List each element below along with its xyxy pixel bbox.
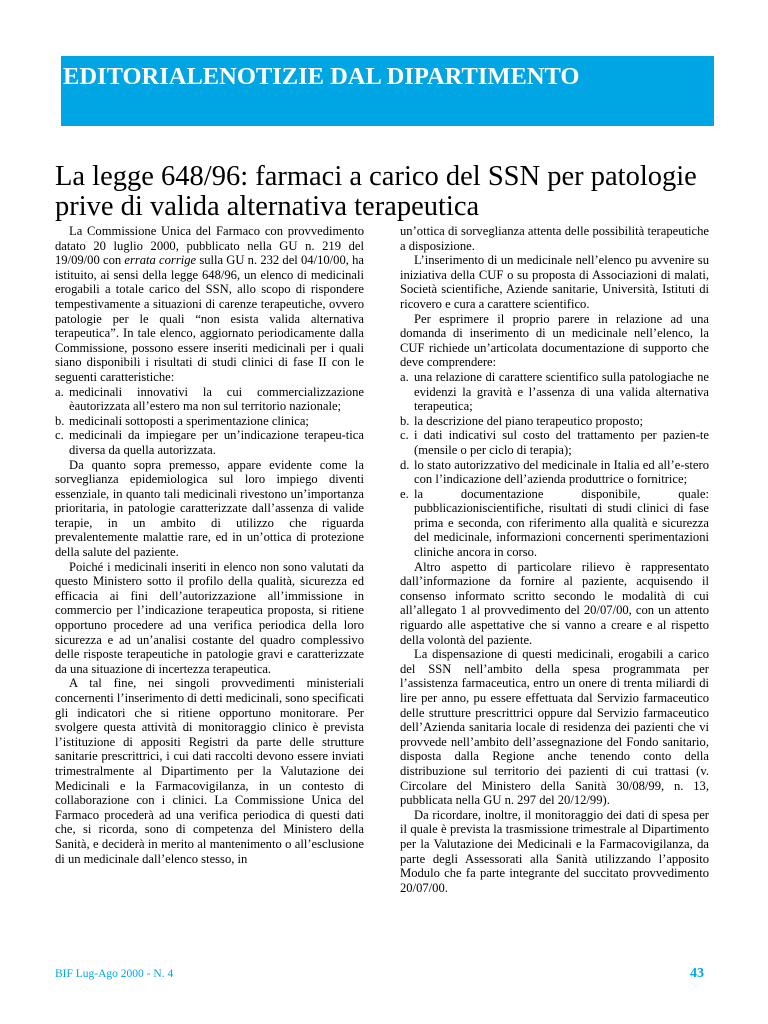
list-item: b. medicinali sottoposti a sperimentazione clinica; — [55, 413, 309, 428]
article-title: La legge 648/96: farmaci a carico del SSN per patologie prive di valida alternativa terapeutica — [55, 161, 697, 222]
paragraph: Per esprimere il proprio parere in relazione ad una domanda di inserimento di un medicinale nell’elenco, la CUF richiede un’articolata documentazione di supporto che deve comprendere: — [400, 311, 709, 370]
paragraph: Poiché i medicinali inseriti in elenco non sono valutati da questo Ministero sotto il profilo della qualità, sicurezza ed efficacia ai fini dell’autorizzazione all’immissione in commercio per l’indicazione terapeutica proposta, si ritiene opportuno procedere ad una verifica periodica della loro sicurezza e ad un’analisi costante del quadro complessivo delle risposte terapeutiche in patologie gravi e caratterizzate da una situazione di incertezza terapeutica. — [55, 559, 364, 676]
paragraph: L’inserimento di un medicinale nell’elenco pu avvenire su iniziativa della CUF o su proposta di Associazioni di malati, Società scientifiche, Aziende sanitarie, Università, Istituti di ricovero e cura a carattere scientifico. — [400, 253, 709, 311]
paragraph: La dispensazione di questi medicinali, erogabili a carico del SSN nell’ambito della spesa programmata per l’assistenza farmaceutica, entro un onere di trenta miliardi di lire per anno, pu essere effettuata dal Servizio farmaceutico delle strutture prescrittrici oppure dal Servizio farmaceutico dell’Azienda sanitaria locale di residenza dei pazienti che vi provvede nell’ambito dell’assegnazione del Fondo sanitario, disposta dalla Regione anche tenendo conto della distribuzione sul territorio dei pazienti di cui trattasi (v. Circolare del Ministero della Sanità 30/08/99, n. 13, pubblicata nella GU n. 297 del 20/12/99). — [400, 647, 709, 808]
footer-issue: BIF Lug-Ago 2000 - N. 4 — [55, 968, 174, 980]
right-column — [400, 224, 709, 895]
paragraph: Da quanto sopra premesso, appare evidente come la sorveglianza epidemiologica sul loro impiego diventi essenziale, in quanto tali medicinali rivestono un’importanza prioritaria, in patologie caratterizzate dall’assenza di valide terapie, in un ambito di utilizzo che riguarda prevalentemente malattie rare, ed in un’ottica di protezione della salute del paziente. — [55, 457, 364, 560]
list-item: c. i dati indicativi sul costo del trattamento per pazien-te (mensile o per ciclo di terapia); — [400, 428, 709, 457]
emphasis: errata corrige — [124, 253, 197, 268]
documentation-list — [400, 370, 709, 560]
requirements-list — [55, 385, 364, 458]
section-title: EDITORIALENOTIZIE DAL DIPARTIMENTO — [63, 63, 580, 90]
list-item: b. la descrizione del piano terapeutico proposto; — [400, 413, 644, 428]
page-number: 43 — [690, 966, 704, 981]
paragraph: un’ottica di sorveglianza attenta delle possibilità terapeutiche a disposizione. — [400, 224, 709, 253]
list-item: a. una relazione di carattere scientifico sulla patologiache ne evidenzi la gravità e l’assenza di una valida alternativa terapeutica; — [400, 369, 709, 414]
paragraph: La Commissione Unica del Farmaco con provvedimento datato 20 luglio 2000, pubblicato nella GU n. 219 del 19/09/00 con errata corrige sulla GU n. 232 del 04/10/00, ha istituito, ai sensi della legge 648/96, un elenco di medicinali erogabili a totale carico del SSN, allo scopo di rispondere tempestivamente a situazioni di carenze terapeutiche, ovvero patologie per le quali “non esista valida alternativa terapeutica”. In tale elenco, aggiornato periodicamente dalla Commissione, possono essere inseriti medicinali per i quali siano disponibili i risultati di studi clinici di fase II con le seguenti caratteristiche: — [55, 224, 364, 384]
list-item: a. medicinali innovativi la cui commercializzazione èautorizzata all’estero ma non sul territorio nazionale; — [55, 384, 364, 414]
paragraph: Altro aspetto di particolare rilievo è rappresentato dall’informazione da fornire al paziente, acquisendo il consenso informato scritto secondo le modalità di cui all’allegato 1 al provvedimento del 20/07/00, con un attento riguardo alle aspettative che si vanno a creare e al rispetto della volontà del paziente. — [400, 559, 709, 647]
list-item: e. la documentazione disponibile, quale: pubblicazioniscientifiche, risultati di studi clinici di fase prima e seconda, con riferimento alla qualità e sicurezza del medicinale, informazioni concernenti sperimentazioni cliniche ancora in corso. — [400, 486, 709, 560]
section-banner — [61, 56, 714, 126]
list-item: d. lo stato autorizzativo del medicinale in Italia ed all’e-stero con l’indicazione dell’azienda produttrice o fornitrice; — [400, 457, 709, 487]
list-item: c. medicinali da impiegare per un’indicazione terapeu-tica diversa da quella autorizzata. — [55, 428, 364, 457]
paragraph: A tal fine, nei singoli provvedimenti ministeriali concernenti l’inserimento di detti medicinali, sono specificati gli indicatori che si ritiene opportuno monitorare. Per svolgere questa attività di monitoraggio clinico è prevista l’istituzione di appositi Registri da parte delle strutture sanitarie prescrittrici, i cui dati raccolti devono essere inviati trimestralmente al Dipartimento per la Valutazione dei Medicinali e la Farmacovigilanza, in un contesto di collaborazione con i clinici. La Commissione Unica del Farmaco procederà ad una verifica periodica di questi dati che, si ricorda, sono di competenza del Ministero della Sanità, e deciderà in merito al mantenimento o all’esclusione di un medicinale dall’elenco stesso, in — [55, 676, 364, 866]
paragraph: Da ricordare, inoltre, il monitoraggio dei dati di spesa per il quale è prevista la trasmissione trimestrale al Dipartimento per la Valutazione dei Medicinali e la Farmacovigilanza, da parte degli Assessorati alla Sanità utilizzando l’apposito Modulo che fa parte integrante del succitato provvedimento 20/07/00. — [400, 807, 709, 895]
left-column — [55, 224, 364, 866]
